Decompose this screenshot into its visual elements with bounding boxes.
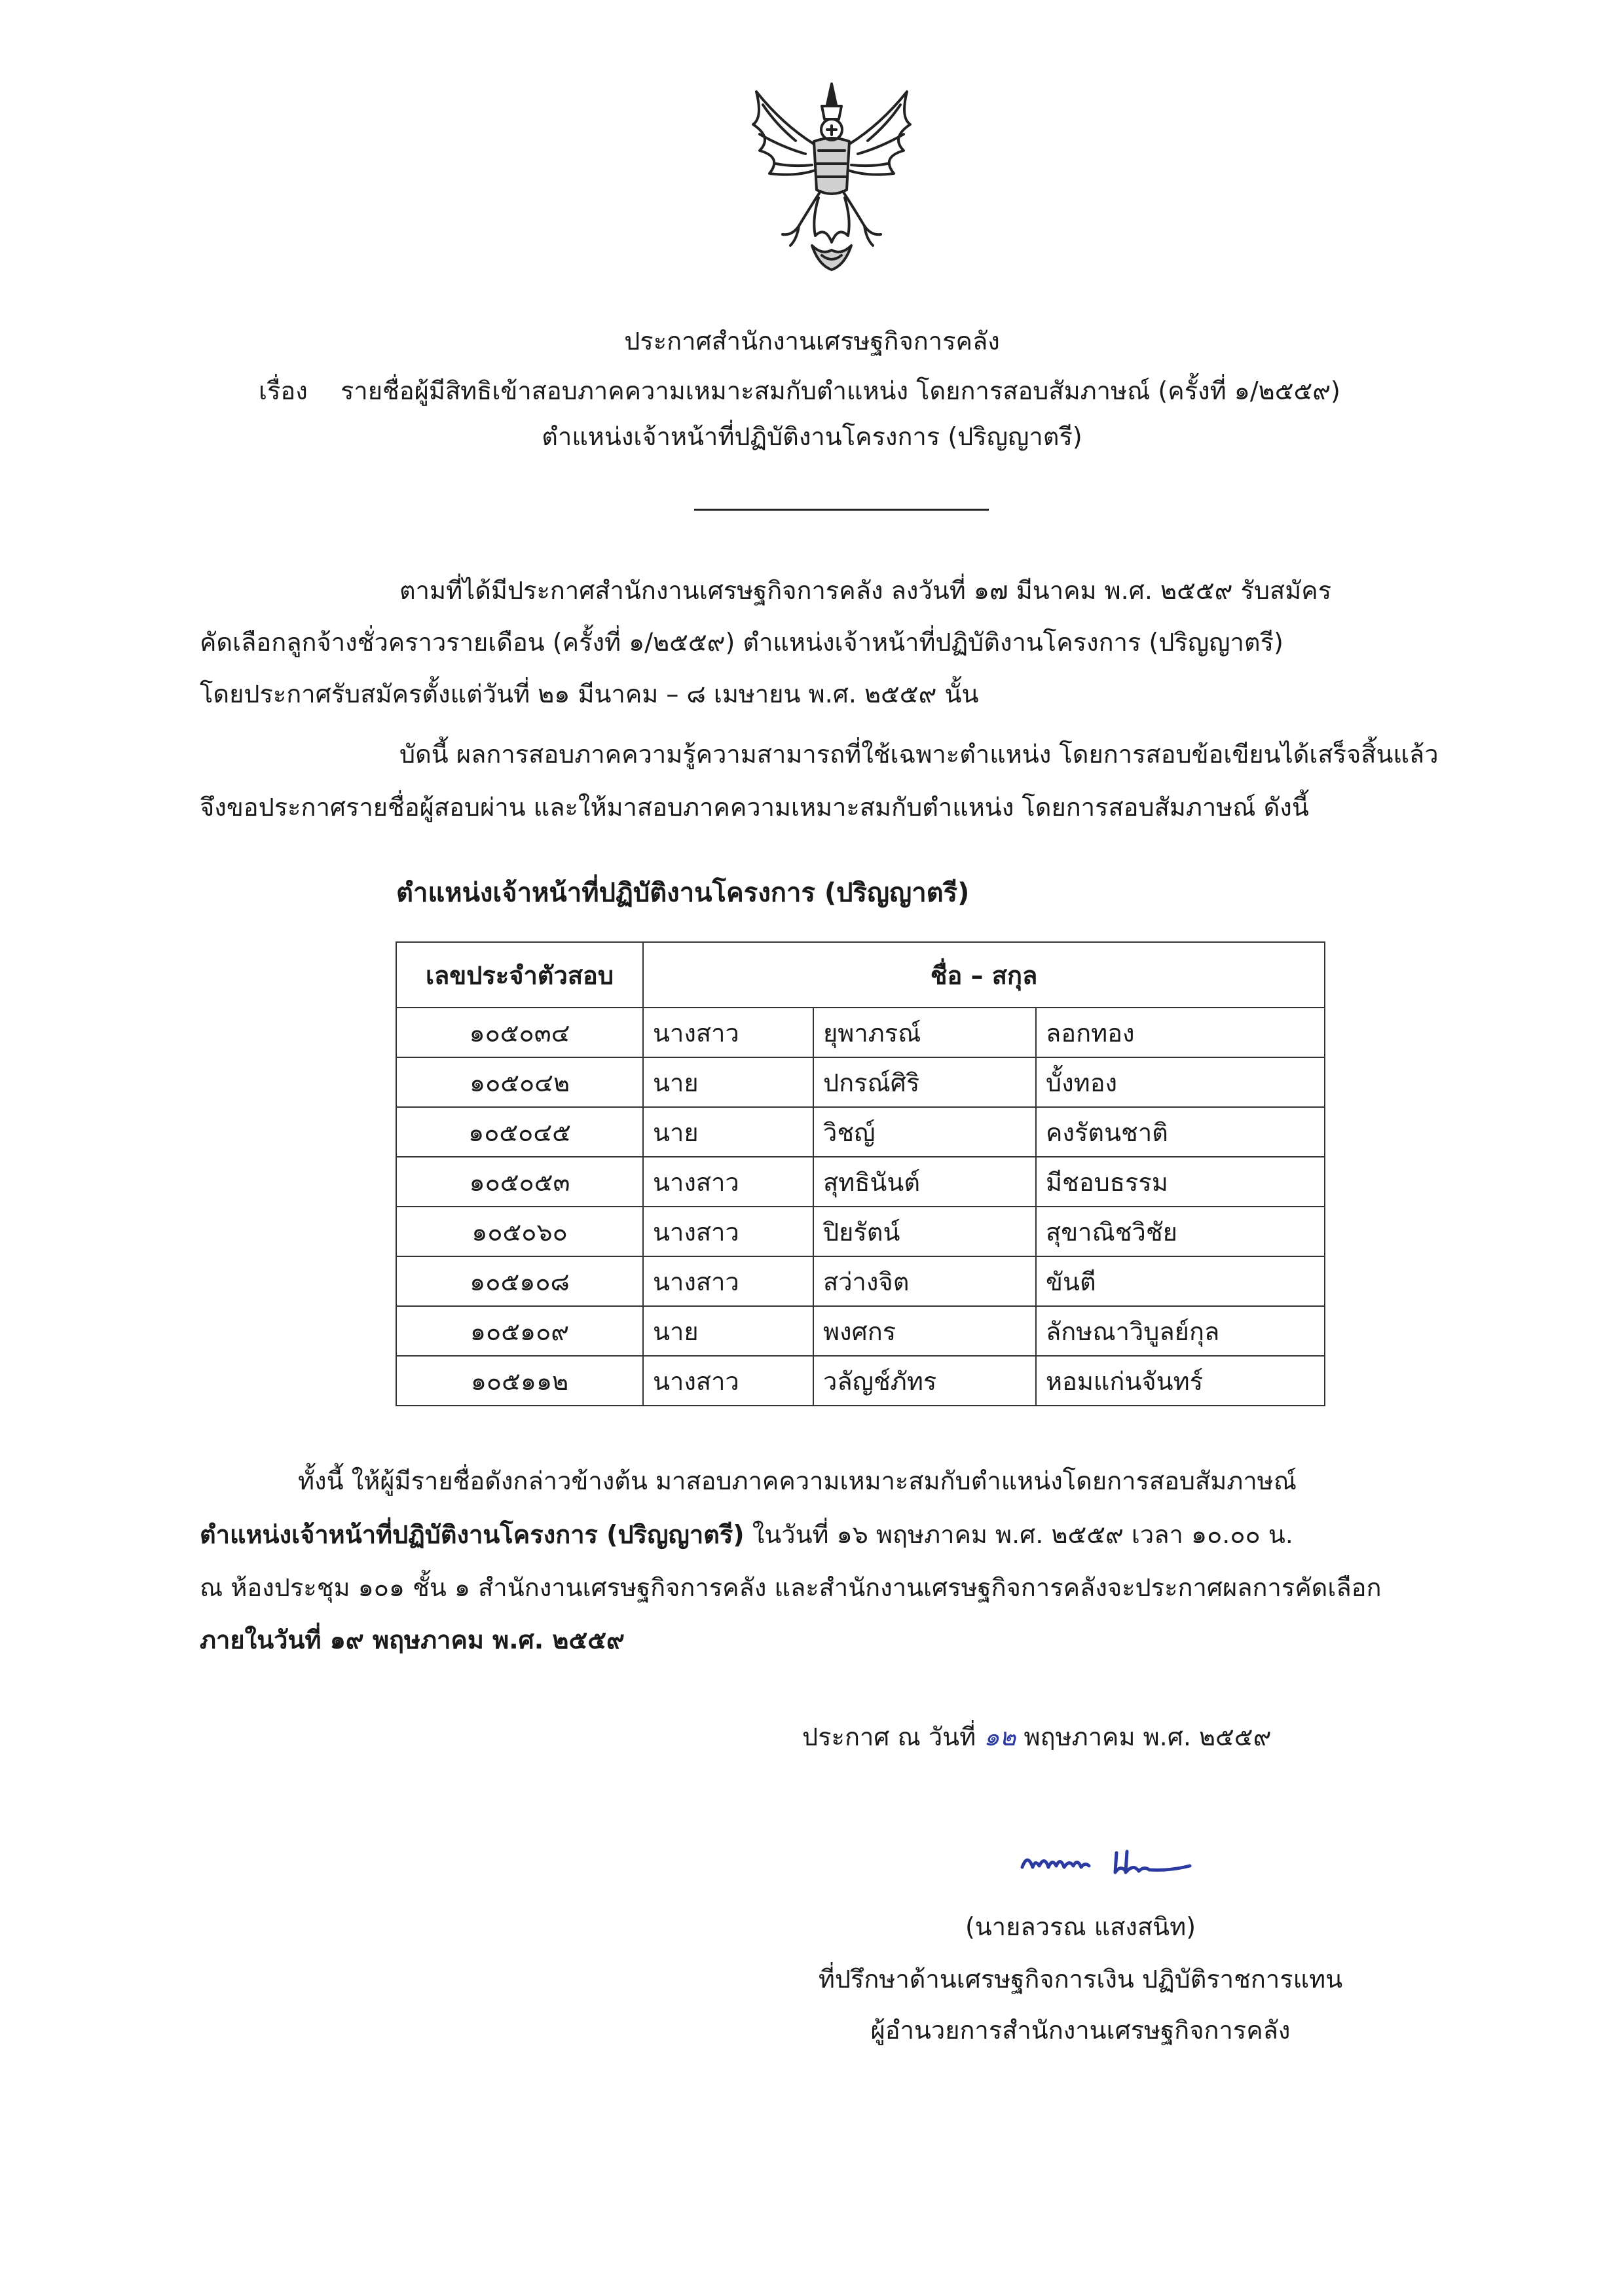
title-cell: นางสาว <box>643 1008 813 1057</box>
first-name-cell: ปิยรัตน์ <box>813 1207 1036 1256</box>
table-row <box>396 1207 1325 1256</box>
table-title: ตำแหน่งเจ้าหน้าที่ปฏิบัติงานโครงการ (ปริญญาตรี) <box>396 878 970 908</box>
closing-position-bold: ตำแหน่งเจ้าหน้าที่ปฏิบัติงานโครงการ (ปริญญาตรี) <box>200 1520 745 1549</box>
last-name-cell: ลอกทอง <box>1036 1008 1325 1057</box>
title-cell: นางสาว <box>643 1356 813 1406</box>
title-cell: นาย <box>643 1107 813 1157</box>
first-name-cell: สว่างจิต <box>813 1256 1036 1306</box>
last-name-cell: มีชอบธรรม <box>1036 1157 1325 1207</box>
table-row <box>396 1008 1325 1057</box>
paragraph-2-line-1: บัดนี้ ผลการสอบภาคความรู้ความสามารถที่ใช้เฉพาะตำแหน่ง โดยการสอบข้อเขียนได้เสร็จสิ้นแล้ว <box>399 740 1439 769</box>
last-name-cell: บั้งทอง <box>1036 1057 1325 1107</box>
announcement-position: ตำแหน่งเจ้าหน้าที่ปฏิบัติงานโครงการ (ปริญญาตรี) <box>542 422 1082 451</box>
column-header-exam-id: เลขประจำตัวสอบ <box>396 942 643 1008</box>
last-name-cell: สุขาณิชวิชัย <box>1036 1207 1325 1256</box>
exam-id-cell: ๑๐๕๐๓๔ <box>396 1008 643 1057</box>
paragraph-1-line-1: ตามที่ได้มีประกาศสำนักงานเศรษฐกิจการคลัง ลงวันที่ ๑๗ มีนาคม พ.ศ. ๒๕๕๙ รับสมัคร <box>399 576 1332 605</box>
subject-label: เรื่อง <box>259 376 308 405</box>
exam-id-cell: ๑๐๕๑๑๒ <box>396 1356 643 1406</box>
table-row <box>396 1157 1325 1207</box>
header-divider <box>694 509 989 511</box>
paragraph-1-line-3: โดยประกาศรับสมัครตั้งแต่วันที่ ๒๑ มีนาคม – ๘ เมษายน พ.ศ. ๒๕๕๙ นั้น <box>200 680 979 708</box>
last-name-cell: หอมแก่นจันทร์ <box>1036 1356 1325 1406</box>
announce-day-handwritten: ๑๒ <box>984 1722 1016 1751</box>
table-header-row <box>396 942 1325 1008</box>
last-name-cell: ลักษณาวิบูลย์กุล <box>1036 1306 1325 1356</box>
signer-name: (นายลวรณ แสงสนิท) <box>965 1912 1196 1941</box>
garuda-emblem-icon <box>737 79 927 275</box>
title-cell: นางสาว <box>643 1157 813 1207</box>
closing-date-time: ในวันที่ ๑๖ พฤษภาคม พ.ศ. ๒๕๕๙ เวลา ๑๐.๐๐ น. <box>744 1520 1293 1549</box>
exam-id-cell: ๑๐๕๐๔๒ <box>396 1057 643 1107</box>
title-cell: นางสาว <box>643 1207 813 1256</box>
column-header-full-name: ชื่อ – สกุล <box>643 942 1325 1008</box>
last-name-cell: คงรัตนชาติ <box>1036 1107 1325 1157</box>
title-cell: นางสาว <box>643 1256 813 1306</box>
title-cell: นาย <box>643 1057 813 1107</box>
closing-line-2 <box>200 1518 1293 1551</box>
last-name-cell: ขันตี <box>1036 1256 1325 1306</box>
exam-id-cell: ๑๐๕๑๐๙ <box>396 1306 643 1356</box>
handwritten-signature <box>1018 1833 1202 1892</box>
first-name-cell: พงศกร <box>813 1306 1036 1356</box>
table-row <box>396 1256 1325 1306</box>
exam-id-cell: ๑๐๕๐๕๓ <box>396 1157 643 1207</box>
first-name-cell: สุทธินันต์ <box>813 1157 1036 1207</box>
announcement-date <box>802 1717 1271 1757</box>
subject-text: รายชื่อผู้มีสิทธิเข้าสอบภาคความเหมาะสมกับตำแหน่ง โดยการสอบสัมภาษณ์ (ครั้งที่ ๑/๒๕๕๙) <box>341 376 1340 405</box>
exam-id-cell: ๑๐๕๐๔๕ <box>396 1107 643 1157</box>
signer-role-2: ผู้อำนวยการสำนักงานเศรษฐกิจการคลัง <box>870 2016 1291 2045</box>
table-row <box>396 1356 1325 1406</box>
first-name-cell: ยุพาภรณ์ <box>813 1008 1036 1057</box>
table-row <box>396 1306 1325 1356</box>
title-cell: นาย <box>643 1306 813 1356</box>
paragraph-2-line-2: จึงขอประกาศรายชื่อผู้สอบผ่าน และให้มาสอบภาคความเหมาะสมกับตำแหน่ง โดยการสอบสัมภาษณ์ ดังนี้ <box>200 793 1309 822</box>
exam-id-cell: ๑๐๕๑๐๘ <box>396 1256 643 1306</box>
first-name-cell: ปกรณ์ศิริ <box>813 1057 1036 1107</box>
closing-line-1: ทั้งนี้ ให้ผู้มีรายชื่อดังกล่าวข้างต้น มาสอบภาคความเหมาะสมกับตำแหน่งโดยการสอบสัมภาษณ์ <box>298 1467 1297 1495</box>
signer-role-1: ที่ปรึกษาด้านเศรษฐกิจการเงิน ปฏิบัติราชการแทน <box>818 1965 1343 1994</box>
table-row <box>396 1107 1325 1157</box>
first-name-cell: วลัญช์ภัทร <box>813 1356 1036 1406</box>
announcement-subject <box>259 374 1340 407</box>
candidate-table <box>396 941 1325 1406</box>
table-row <box>396 1057 1325 1107</box>
announce-prefix: ประกาศ ณ วันที่ <box>802 1722 976 1751</box>
announcement-agency: ประกาศสำนักงานเศรษฐกิจการคลัง <box>624 327 1000 355</box>
paragraph-1-line-2: คัดเลือกลูกจ้างชั่วคราวรายเดือน (ครั้งที่ ๑/๒๕๕๙) ตำแหน่งเจ้าหน้าที่ปฏิบัติงานโครงการ (ปริญญาตรี) <box>200 628 1283 657</box>
first-name-cell: วิชญ์ <box>813 1107 1036 1157</box>
exam-id-cell: ๑๐๕๐๖๐ <box>396 1207 643 1256</box>
closing-line-3: ณ ห้องประชุม ๑๐๑ ชั้น ๑ สำนักงานเศรษฐกิจการคลัง และสำนักงานเศรษฐกิจการคลังจะประกาศผลการคัดเลือก <box>200 1573 1382 1602</box>
announce-suffix: พฤษภาคม พ.ศ. ๒๕๕๙ <box>1024 1722 1272 1751</box>
closing-line-4: ภายในวันที่ ๑๙ พฤษภาคม พ.ศ. ๒๕๕๙ <box>200 1626 625 1654</box>
